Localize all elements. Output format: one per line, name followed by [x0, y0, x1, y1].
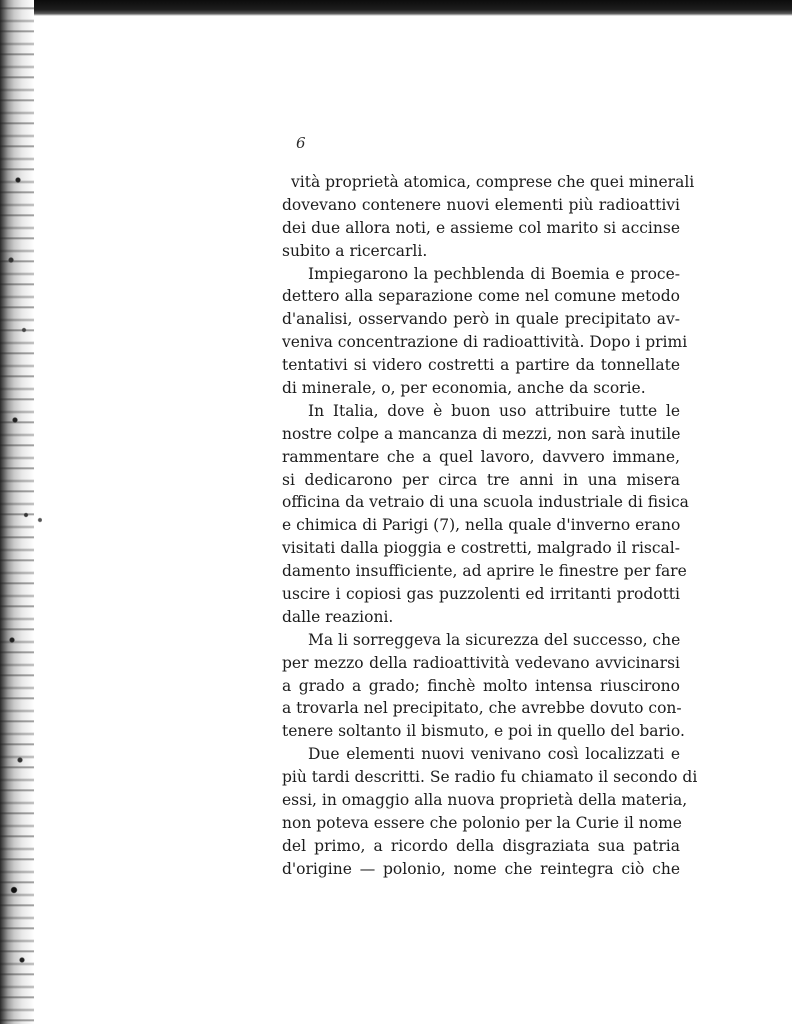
text-line: damento insufficiente, ad aprire le finestre per fare [282, 562, 687, 581]
body-text [282, 171, 698, 881]
paragraph-3 [282, 400, 689, 629]
text-line: uscire i copiosi gas puzzolenti ed irritanti prodotti [282, 585, 680, 604]
scan-left-edge-specks [0, 0, 42, 1024]
text-line: visitati dalla pioggia e costretti, malgrado il riscal- [282, 539, 680, 558]
text-line: dei due allora noti, e assieme col marito si accinse [282, 218, 680, 237]
text-line: veniva concentrazione di radioattività. Dopo i primi [282, 333, 688, 352]
text-line: tentativi si videro costretti a partire da tonnellate [282, 356, 680, 375]
text-line: subito a ricercarli. [282, 241, 428, 260]
text-line: si dedicarono per circa tre anni in una misera [282, 470, 680, 489]
text-line: Impiegarono la pechblenda di Boemia e proce- [308, 264, 680, 283]
text-line: rammentare che a quel lavoro, davvero immane, [282, 447, 680, 466]
text-line: Due elementi nuovi venivano così localizzati e [308, 745, 680, 764]
text-line: officina da vetraio di una scuola industriale di fisica [282, 493, 689, 512]
paragraph-5 [282, 743, 698, 880]
text-line: per mezzo della radioattività vedevano avvicinarsi [282, 653, 680, 672]
text-line: dovevano contenere nuovi elementi più radioattivi [282, 195, 680, 214]
scan-top-border [0, 0, 792, 16]
text-line: tenere soltanto il bismuto, e poi in quello del bario. [282, 722, 685, 741]
text-line: di minerale, o, per economia, anche da scorie. [282, 379, 646, 398]
text-line: dalle reazioni. [282, 607, 394, 626]
text-line: a trovarla nel precipitato, che avrebbe dovuto con- [282, 699, 682, 718]
text-line: d'origine — polonio, nome che reintegra ciò che [282, 859, 680, 878]
text-line: vità proprietà atomica, comprese che quei minerali [291, 173, 695, 191]
page-number: 6 [296, 134, 306, 152]
text-line: a grado a grado; finchè molto intensa riuscirono [282, 676, 680, 695]
paragraph-1 [282, 171, 695, 263]
text-line: e chimica di Parigi (7), nella quale d'inverno erano [282, 516, 681, 535]
text-line: In Italia, dove è buon uso attribuire tutte le [308, 401, 680, 420]
text-line: essi, in omaggio alla nuova proprietà della materia, [282, 791, 688, 810]
paragraph-4 [282, 629, 685, 743]
text-line: dettero alla separazione come nel comune metodo [282, 287, 680, 306]
text-line: nostre colpe a mancanza di mezzi, non sarà inutile [282, 424, 681, 443]
text-line: più tardi descritti. Se radio fu chiamato il secondo di [282, 768, 698, 787]
text-line: d'analisi, osservando però in quale precipitato av- [282, 310, 680, 329]
text-line: Ma li sorreggeva la sicurezza del successo, che [308, 630, 681, 649]
text-line: non poteva essere che polonio per la Curie il nome [282, 813, 682, 832]
text-line: del primo, a ricordo della disgraziata sua patria [282, 836, 680, 855]
paragraph-2 [282, 263, 688, 400]
